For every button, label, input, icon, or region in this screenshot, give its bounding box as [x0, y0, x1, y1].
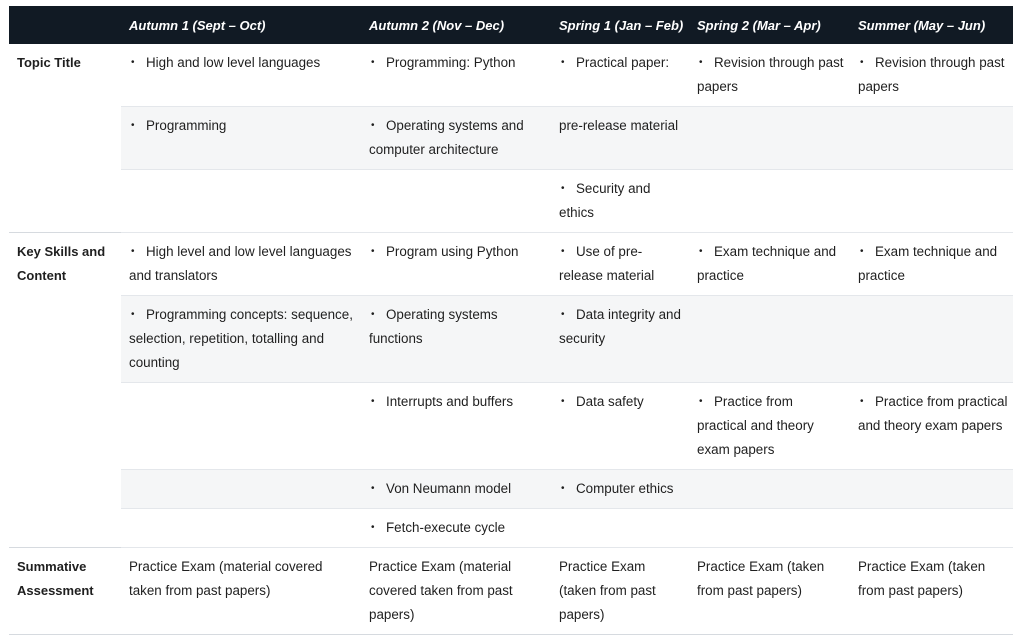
header-spring-2: Spring 2 (Mar – Apr) — [689, 6, 850, 44]
header-row — [9, 6, 1013, 44]
table-cell — [689, 383, 850, 470]
cell-text: Operating systems and computer architecture — [369, 118, 524, 157]
table-cell — [361, 548, 551, 635]
table-row — [9, 470, 1013, 509]
bullet-icon: • — [561, 396, 565, 407]
cell-text: Data safety — [576, 394, 644, 409]
cell-text: Security and ethics — [559, 181, 651, 220]
cell-text: High and low level languages — [146, 55, 321, 70]
bullet-icon: • — [561, 57, 565, 68]
bullet-icon: • — [371, 522, 375, 533]
table-cell-empty — [689, 470, 850, 509]
bullet-icon: • — [561, 483, 565, 494]
header-cell-empty — [9, 6, 121, 44]
bullet-icon: • — [561, 246, 565, 257]
table-cell — [551, 233, 689, 296]
bullet-icon: • — [860, 396, 864, 407]
table-cell — [551, 44, 689, 107]
table-cell-empty — [689, 296, 850, 383]
bullet-icon: • — [131, 246, 135, 257]
row-heading-summative-assessment: Summative Assessment — [9, 548, 121, 635]
table-row — [9, 509, 1013, 548]
table-cell — [689, 233, 850, 296]
table-cell-empty — [361, 170, 551, 233]
table-header — [9, 6, 1013, 44]
table-row — [9, 107, 1013, 170]
table-cell — [361, 470, 551, 509]
table-cell — [551, 548, 689, 635]
curriculum-table-container — [9, 6, 1013, 635]
cell-text: Use of pre-release material — [559, 244, 655, 283]
cell-text: Exam technique and practice — [858, 244, 998, 283]
bullet-icon: • — [371, 120, 375, 131]
table-cell — [361, 233, 551, 296]
cell-text: Practice from practical and theory exam papers — [697, 394, 814, 457]
bullet-icon: • — [860, 57, 864, 68]
bullet-icon: • — [371, 483, 375, 494]
header-autumn-2: Autumn 2 (Nov – Dec) — [361, 6, 551, 44]
table-body — [9, 44, 1013, 635]
bullet-icon: • — [561, 183, 565, 194]
table-cell — [850, 44, 1013, 107]
table-cell — [850, 548, 1013, 635]
bullet-icon: • — [699, 57, 703, 68]
table-cell — [361, 509, 551, 548]
table-cell — [121, 296, 361, 383]
table-cell — [121, 107, 361, 170]
header-spring-1: Spring 1 (Jan – Feb) — [551, 6, 689, 44]
table-cell-empty — [121, 509, 361, 548]
bullet-icon: • — [131, 120, 135, 131]
table-cell — [689, 44, 850, 107]
cell-text: Revision through past papers — [858, 55, 1005, 94]
cell-text: Fetch-execute cycle — [386, 520, 506, 535]
cell-text: Programming concepts: sequence, selection, repetition, totalling and counting — [129, 307, 353, 370]
bullet-icon: • — [699, 246, 703, 257]
table-cell-empty — [689, 509, 850, 548]
table-row — [9, 383, 1013, 470]
cell-text: Data integrity and security — [559, 307, 681, 346]
bullet-icon: • — [371, 309, 375, 320]
cell-text: Von Neumann model — [386, 481, 512, 496]
cell-text: Practice Exam (taken from past papers) — [697, 559, 825, 598]
table-cell — [121, 548, 361, 635]
table-cell-empty — [850, 107, 1013, 170]
table-row — [9, 233, 1013, 296]
header-autumn-1: Autumn 1 (Sept – Oct) — [121, 6, 361, 44]
table-cell-empty — [689, 107, 850, 170]
table-cell-empty — [850, 296, 1013, 383]
table-cell — [121, 44, 361, 107]
table-cell-empty — [121, 470, 361, 509]
bullet-icon: • — [131, 309, 135, 320]
bullet-icon: • — [699, 396, 703, 407]
bullet-icon: • — [371, 57, 375, 68]
table-cell — [121, 233, 361, 296]
cell-text: Revision through past papers — [697, 55, 844, 94]
bullet-icon: • — [131, 57, 135, 68]
table-row — [9, 170, 1013, 233]
table-cell — [850, 383, 1013, 470]
cell-text: Interrupts and buffers — [386, 394, 514, 409]
cell-text: Program using Python — [386, 244, 519, 259]
bullet-icon: • — [561, 309, 565, 320]
cell-text: pre-release material — [559, 118, 679, 133]
bullet-icon: • — [371, 396, 375, 407]
cell-text: Programming — [146, 118, 227, 133]
table-cell — [551, 470, 689, 509]
header-summer: Summer (May – Jun) — [850, 6, 1013, 44]
table-cell-empty — [850, 509, 1013, 548]
table-cell — [551, 383, 689, 470]
row-heading-key-skills: Key Skills and Content — [9, 233, 121, 548]
cell-text: Practice Exam (material covered taken from past papers) — [369, 559, 513, 622]
table-cell — [361, 383, 551, 470]
cell-text: Programming: Python — [386, 55, 516, 70]
table-cell — [689, 548, 850, 635]
table-cell-empty — [850, 470, 1013, 509]
cell-text: Operating systems functions — [369, 307, 498, 346]
cell-text: Practice Exam (taken from past papers) — [858, 559, 986, 598]
table-cell-empty — [689, 170, 850, 233]
table-cell-empty — [850, 170, 1013, 233]
bullet-icon: • — [860, 246, 864, 257]
table-cell-empty — [551, 509, 689, 548]
cell-text: Computer ethics — [576, 481, 674, 496]
cell-text: Practice from practical and theory exam papers — [858, 394, 1008, 433]
table-cell — [361, 296, 551, 383]
cell-text: Exam technique and practice — [697, 244, 837, 283]
table-cell-empty — [121, 170, 361, 233]
curriculum-table — [9, 6, 1013, 635]
table-row — [9, 296, 1013, 383]
table-cell — [551, 170, 689, 233]
table-cell-empty — [121, 383, 361, 470]
cell-text: High level and low level languages and translators — [129, 244, 352, 283]
table-row — [9, 44, 1013, 107]
table-cell — [850, 233, 1013, 296]
table-cell — [551, 107, 689, 170]
cell-text: Practice Exam (material covered taken from past papers) — [129, 559, 323, 598]
table-cell — [551, 296, 689, 383]
table-cell — [361, 44, 551, 107]
row-heading-topic-title: Topic Title — [9, 44, 121, 233]
bullet-icon: • — [371, 246, 375, 257]
table-row — [9, 548, 1013, 635]
table-cell — [361, 107, 551, 170]
cell-text: Practice Exam (taken from past papers) — [559, 559, 656, 622]
cell-text: Practical paper: — [576, 55, 670, 70]
